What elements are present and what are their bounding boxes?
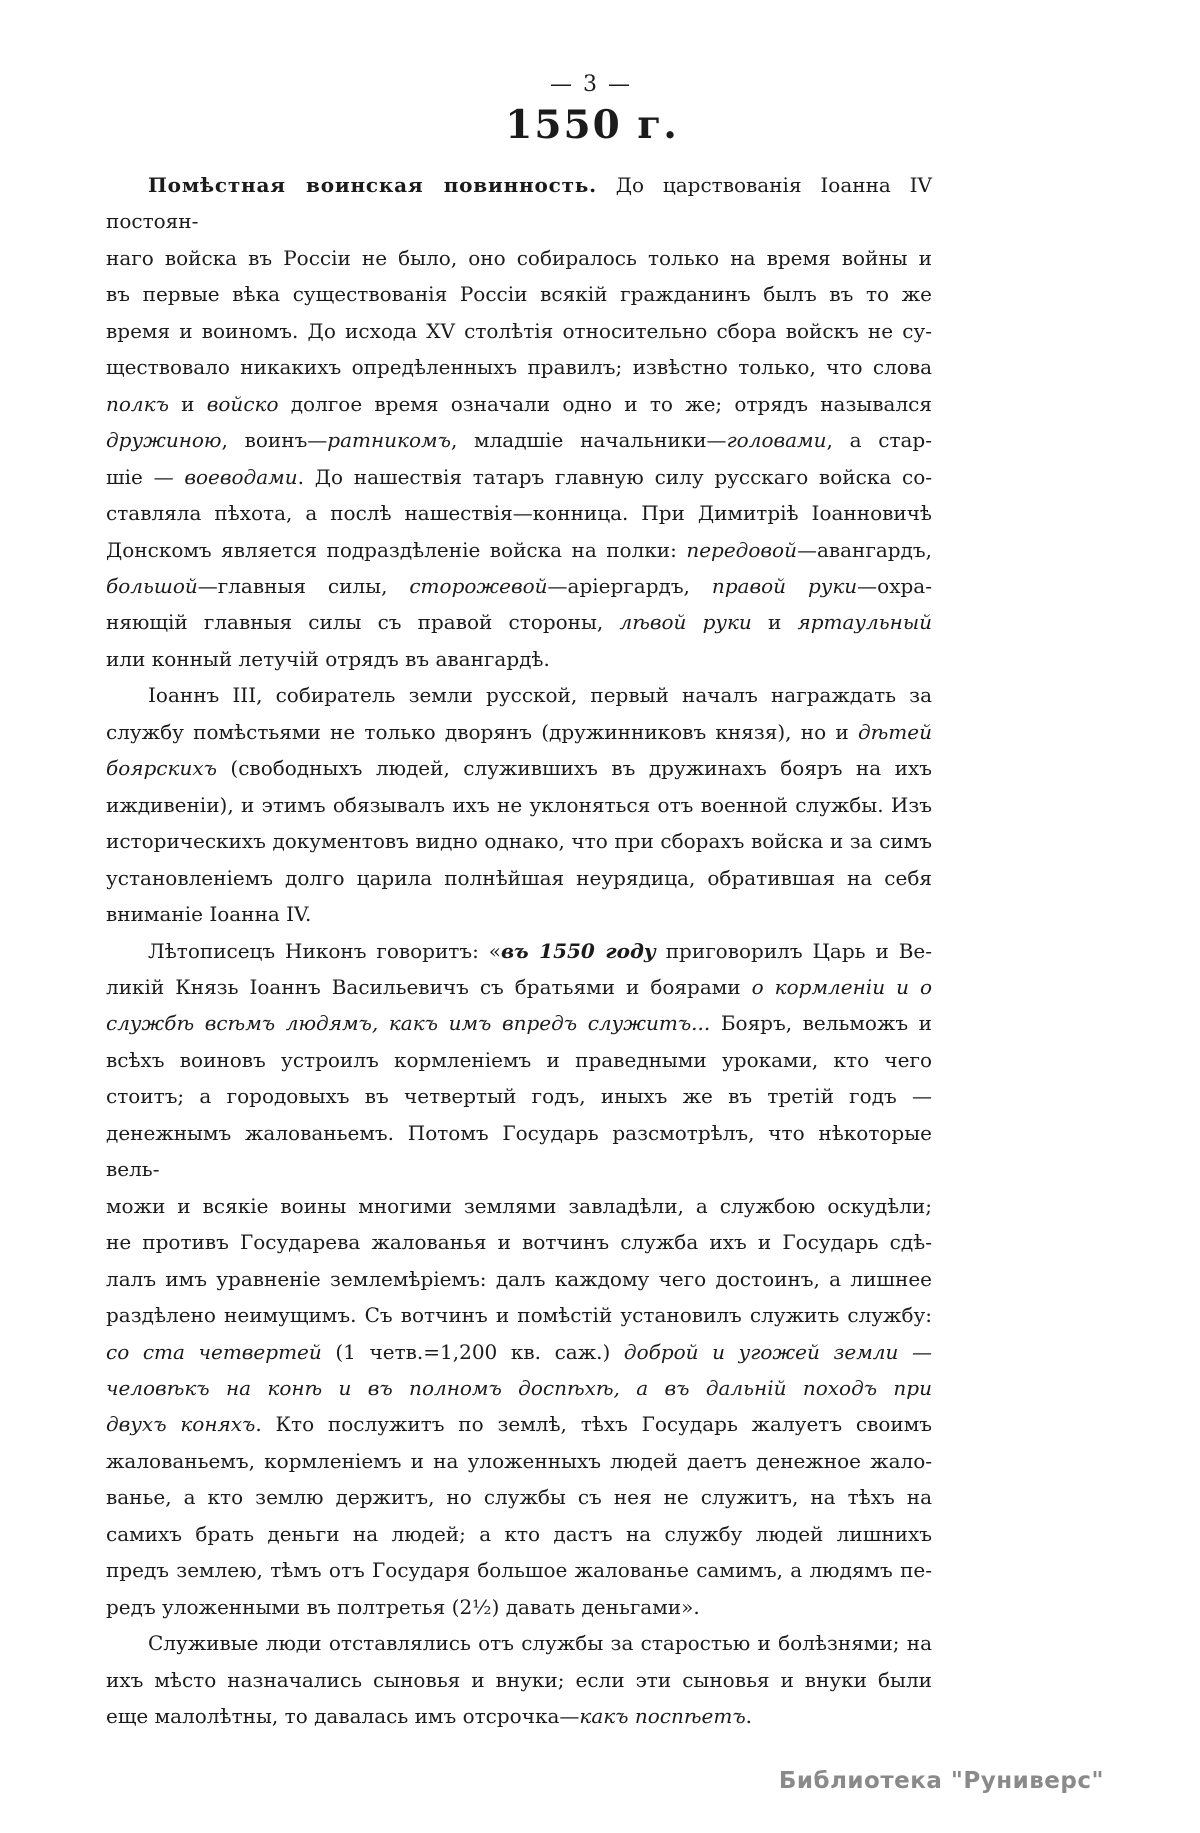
text-segment: —авангардъ,: [796, 537, 932, 562]
text-segment: полкъ: [106, 391, 169, 416]
text-segment: двухъ коняхъ: [106, 1412, 256, 1437]
text-segment: няющій главныя силы съ правой стороны,: [106, 610, 620, 635]
text-segment: иждивеніи), и этимъ обязывалъ ихъ не уклоняться отъ военной службы. Изъ: [106, 792, 932, 817]
text-line: [106, 750, 932, 786]
paragraph: [106, 933, 932, 1626]
text-segment: ставляла пѣхота, а послѣ нашествія—конница. При Димитріѣ Іоанновичѣ: [106, 501, 932, 526]
paragraph: [106, 677, 932, 932]
text-segment: время и воиномъ. До исхода XV столѣтія относительно сбора войскъ не су-: [106, 318, 932, 343]
text-segment: вниманіе Іоанна IV.: [106, 902, 312, 927]
text-segment: , младшіе начальники—: [450, 428, 727, 453]
text-segment: , а стар-: [826, 428, 932, 453]
text-line: [106, 1042, 932, 1078]
text-segment: Бояръ, вельможъ и: [710, 1011, 932, 1036]
text-line: [106, 1479, 932, 1515]
text-line: [106, 1188, 932, 1224]
text-segment: редъ уложенными въ полтретья (2½) давать деньгами».: [106, 1594, 700, 1619]
text-segment: дѣтей: [857, 719, 932, 744]
text-line: [106, 1406, 932, 1442]
text-line: [106, 1297, 932, 1333]
text-segment: предъ землею, тѣмъ отъ Государя большое жалованье самимъ, а людямъ пе-: [106, 1558, 932, 1583]
text-segment: Донскомъ является подраздѣленіе войска на полки:: [106, 537, 687, 562]
text-segment: Служивые люди отставлялись отъ службы за старостью и болѣзнями; на: [148, 1631, 932, 1656]
text-segment: (свободныхъ людей, служившихъ въ дружинахъ бояръ на ихъ: [216, 756, 932, 781]
text-line: [106, 896, 932, 932]
text-segment: жалованьемъ, кормленіемъ и на уложенныхъ людей даетъ денежное жало-: [106, 1448, 932, 1473]
text-segment: доброй и угожей земли —: [623, 1339, 933, 1364]
text-line: [106, 933, 932, 969]
paragraph: [106, 167, 932, 677]
text-segment: службу помѣстьями не только дворянъ (дружинниковъ князя), но и: [106, 719, 858, 744]
text-segment: денежнымъ жалованьемъ. Потомъ Государь разсмотрѣлъ, что нѣкоторые вель-: [106, 1120, 932, 1182]
text-segment: стоитъ; а городовыхъ въ четвертый годъ, иныхъ же въ третій годъ —: [106, 1084, 932, 1109]
text-segment: и: [168, 391, 207, 416]
text-segment: правой руки: [711, 573, 858, 598]
text-line: [106, 714, 932, 750]
text-segment: со ста четвертей: [106, 1339, 322, 1364]
text-line: [106, 1005, 932, 1041]
text-segment: дружиною: [106, 428, 222, 453]
text-line: [106, 459, 932, 495]
text-line: [106, 1115, 932, 1188]
text-line: [106, 422, 932, 458]
text-line: [106, 677, 932, 713]
page-title: 1550 г.: [505, 102, 679, 148]
text-line: [106, 495, 932, 531]
text-segment: въ 1550 году: [500, 938, 656, 963]
text-line: [106, 1443, 932, 1479]
text-line: [106, 386, 932, 422]
text-segment: человѣкъ на конѣ и въ полномъ доспѣхѣ, а въ дальній походъ при: [106, 1375, 932, 1400]
text-line: [106, 349, 932, 385]
text-segment: въ первые вѣка существованія Россіи всякій гражданинъ былъ въ то же: [106, 282, 932, 307]
text-segment: установленіемъ долго царила полнѣйшая неурядица, обратившая на себя: [106, 865, 932, 890]
text-line: [106, 1662, 932, 1698]
text-line: [106, 1552, 932, 1588]
text-segment: (1 четв.=1,200 кв. саж.): [321, 1339, 624, 1364]
text-line: [106, 532, 932, 568]
text-segment: яртаульный: [797, 610, 932, 635]
text-segment: историческихъ документовъ видно однако, что при сборахъ войска и за симъ: [106, 829, 932, 854]
document-body: [106, 167, 932, 1734]
text-line: [106, 1370, 932, 1406]
text-segment: самихъ брать деньги на людей; а кто дастъ на службу людей лишнихъ: [106, 1521, 932, 1546]
text-segment: . До нашествія татаръ главную силу русскаго войска со-: [297, 464, 933, 489]
text-segment: , воинъ—: [221, 428, 328, 453]
text-line: [106, 568, 932, 604]
text-segment: войско: [206, 391, 279, 416]
text-segment: лѣвой руки: [619, 610, 752, 635]
text-line: [106, 1589, 932, 1625]
text-segment: или конный летучій отрядъ въ авангардѣ.: [106, 646, 550, 671]
page-number: — 3 —: [550, 72, 632, 97]
text-segment: воеводами: [184, 464, 298, 489]
text-segment: ратникомъ: [327, 428, 451, 453]
text-segment: —главныя силы,: [197, 573, 410, 598]
text-segment: До царствованія Іоанна IV постоян-: [106, 173, 932, 234]
text-segment: —охра-: [857, 573, 932, 598]
text-segment: службѣ всѣмъ людямъ, какъ имъ впредъ служитъ...: [106, 1011, 711, 1036]
text-line: [106, 1224, 932, 1260]
text-segment: какъ поспѣетъ: [579, 1704, 746, 1729]
text-line: [106, 823, 932, 859]
text-line: [106, 1334, 932, 1370]
text-segment: шіе —: [106, 464, 185, 489]
text-segment: передовой: [686, 537, 797, 562]
text-segment: всѣхъ воиновъ устроилъ кормленіемъ и праведными уроками, кто чего: [106, 1047, 932, 1072]
text-segment: головами: [726, 428, 827, 453]
text-line: [106, 313, 932, 349]
text-line: [106, 1625, 932, 1661]
text-segment: и: [751, 610, 798, 635]
text-segment: .: [745, 1704, 753, 1729]
text-line: [106, 860, 932, 896]
text-segment: Помѣстная воинская повинность.: [148, 173, 597, 197]
text-segment: сторожевой: [409, 573, 548, 598]
text-segment: —аріергардъ,: [547, 573, 712, 598]
text-line: [106, 641, 932, 677]
text-line: [106, 1261, 932, 1297]
text-segment: приговорилъ Царь и Ве-: [655, 938, 932, 963]
text-line: [106, 604, 932, 640]
text-segment: ихъ мѣсто назначались сыновья и внуки; если эти сыновья и внуки были: [106, 1667, 932, 1692]
text-segment: наго войска въ Россіи не было, оно собиралось только на время войны и: [106, 245, 932, 270]
text-segment: о кормленіи и о: [751, 974, 932, 999]
text-segment: ликій Князь Іоаннъ Васильевичъ съ братьями и боярами: [106, 974, 752, 999]
text-line: [106, 787, 932, 823]
text-line: [106, 1516, 932, 1552]
text-line: [106, 969, 932, 1005]
text-segment: не противъ Государева жалованья и вотчинъ служба ихъ и Государь сдѣ-: [106, 1230, 932, 1255]
text-segment: . Кто послужитъ по землѣ, тѣхъ Государь жалуетъ своимъ: [255, 1412, 932, 1437]
text-segment: еще малолѣтны, то давалась имъ отсрочка—: [106, 1704, 580, 1729]
text-segment: раздѣлено неимущимъ. Съ вотчинъ и помѣстій установилъ служить службу:: [106, 1303, 932, 1328]
text-segment: большой: [106, 573, 198, 598]
text-segment: ществовало никакихъ опредѣленныхъ правилъ; извѣстно только, что слова: [106, 355, 932, 380]
library-watermark: Библиотека "Руниверс": [778, 1768, 1104, 1794]
text-segment: Лѣтописецъ Никонъ говоритъ: «: [148, 938, 501, 963]
text-segment: лалъ имъ уравненіе землемѣріемъ: далъ каждому чего достоинъ, а лишнее: [106, 1266, 932, 1291]
text-line: [106, 167, 932, 240]
text-line: [106, 1698, 932, 1734]
text-line: [106, 1078, 932, 1114]
text-line: [106, 240, 932, 276]
paragraph: [106, 1625, 932, 1734]
text-segment: Іоаннъ III, собиратель земли русской, первый началъ награждать за: [148, 683, 932, 708]
text-segment: можи и всякіе воины многими землями завладѣли, а службою оскудѣли;: [106, 1193, 932, 1218]
text-segment: долгое время означали одно и то же; отрядъ назывался: [278, 391, 933, 416]
text-segment: боярскихъ: [106, 756, 217, 781]
text-line: [106, 276, 932, 312]
text-segment: ванье, а кто землю держитъ, но службы съ нея не служитъ, на тѣхъ на: [106, 1485, 932, 1510]
